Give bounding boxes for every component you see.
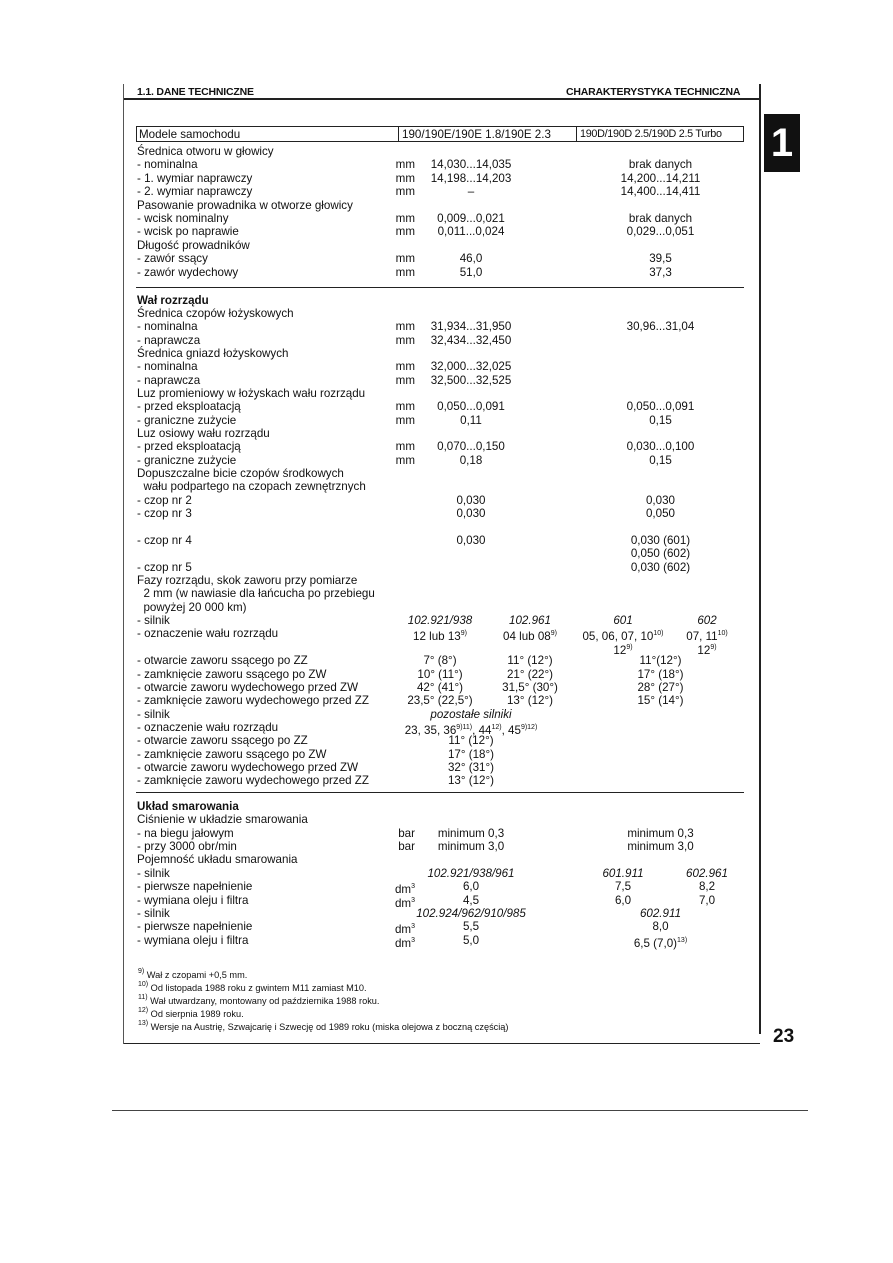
row-label: - nominalna xyxy=(137,320,198,333)
table-row xyxy=(137,867,742,880)
row-label: - pierwsze napełnienie xyxy=(137,880,253,893)
value-diesel: 28° (27°) xyxy=(637,681,684,694)
row-label: - przy 3000 obr/min xyxy=(137,840,237,853)
row-label: - oznaczenie wału rozrządu xyxy=(137,627,279,640)
page-bottom-rule xyxy=(112,1110,808,1111)
value-diesel: brak danych xyxy=(628,212,693,225)
table-row xyxy=(137,387,742,400)
value-petrol: – xyxy=(467,185,475,198)
value-diesel: 602.911 xyxy=(639,907,682,920)
row-label: - 2. wymiar naprawczy xyxy=(137,185,253,198)
chapter-tab: 1 xyxy=(764,114,800,172)
table-row xyxy=(137,334,742,347)
row-label: - wcisk po naprawie xyxy=(137,225,239,238)
value-petrol: minimum 0,3 xyxy=(437,827,505,840)
row-label: Długość prowadników xyxy=(137,239,250,252)
value-diesel-a: 7,5 xyxy=(614,880,632,893)
row-label: - czop nr 2 xyxy=(137,494,192,507)
column-header-models: Modele samochodu xyxy=(139,128,241,141)
value-petrol-a: 102.921/938 xyxy=(407,614,473,627)
row-label: - zamknięcie zaworu ssącego po ZW xyxy=(137,668,327,681)
value-petrol: 0,050...0,091 xyxy=(437,400,505,413)
table-row xyxy=(137,320,742,333)
row-unit: $dm^3$ xyxy=(394,923,415,936)
row-label: Średnica gniazd łożyskowych xyxy=(137,347,289,360)
row-label: Wał rozrządu xyxy=(137,294,209,307)
row-label: - zamknięcie zaworu wydechowego przed ZZ xyxy=(137,774,369,787)
footer-rule xyxy=(124,1043,760,1044)
table-header-border xyxy=(743,126,744,142)
row-unit: mm xyxy=(395,158,415,171)
row-unit: $dm^3$ xyxy=(394,897,415,910)
table-row xyxy=(137,561,742,574)
right-margin-rule xyxy=(759,84,761,1034)
value-diesel: brak danych xyxy=(628,158,693,171)
row-label: - czop nr 4 xyxy=(137,534,192,547)
footnote-text: Wał z czopami +0,5 mm. xyxy=(144,970,248,980)
table-row xyxy=(137,708,742,721)
value-diesel: 37,3 xyxy=(649,266,672,279)
value-petrol: 0,030 xyxy=(456,507,486,520)
row-label: Średnica czopów łożyskowych xyxy=(137,307,294,320)
table-row xyxy=(137,587,742,600)
value-petrol: 0,011...0,024 xyxy=(437,225,505,238)
row-unit: mm xyxy=(395,185,415,198)
row-unit: mm xyxy=(395,440,415,453)
value-petrol-a: 7° (8°) xyxy=(423,654,457,667)
table-row xyxy=(137,800,742,813)
row-label: powyżej 20 000 km) xyxy=(137,601,247,614)
value-petrol: 0,009...0,021 xyxy=(437,212,505,225)
value-petrol: 5,0 xyxy=(462,934,480,947)
table-row xyxy=(137,427,742,440)
value-diesel: 6,5 $(7,0)^{13)}$ xyxy=(633,937,688,950)
value-petrol-a: 10° (11°) xyxy=(417,668,463,681)
table-row xyxy=(137,239,742,252)
row-label: - zawór ssący xyxy=(137,252,208,265)
column-header-petrol: 190/190E/190E 1.8/190E 2.3 xyxy=(402,128,551,141)
value-petrol: 31,934...31,950 xyxy=(430,320,512,333)
row-unit: mm xyxy=(395,266,415,279)
row-label: - nominalna xyxy=(137,360,198,373)
value-petrol: 32° (31°) xyxy=(447,761,494,774)
row-label: Układ smarowania xyxy=(137,800,239,813)
row-label: - graniczne zużycie xyxy=(137,414,237,427)
table-row xyxy=(137,347,742,360)
value-petrol-b: 21° (22°) xyxy=(506,668,553,681)
value-petrol: 0,030 xyxy=(456,534,486,547)
row-unit: $dm^3$ xyxy=(394,937,415,950)
row-label: - nominalna xyxy=(137,158,198,171)
value-petrol: 32,434...32,450 xyxy=(430,334,512,347)
table-header-rule xyxy=(136,141,744,142)
table-row xyxy=(137,294,742,307)
value-petrol: 14,030...14,035 xyxy=(430,158,512,171)
row-label: Luz promieniowy w łożyskach wału rozrządu xyxy=(137,387,366,400)
value-petrol: 0,18 xyxy=(459,454,483,467)
value-petrol: 6,0 xyxy=(462,880,480,893)
table-row xyxy=(137,307,742,320)
row-label: Luz osiowy wału rozrządu xyxy=(137,427,270,440)
row-label: - oznaczenie wału rozrządu xyxy=(137,721,279,734)
table-row xyxy=(137,894,742,910)
footnote-marker: 11) xyxy=(138,994,148,1001)
table-row xyxy=(137,813,742,826)
row-label: - silnik xyxy=(137,867,170,880)
value-petrol: 0,030 xyxy=(456,494,486,507)
table-row xyxy=(137,440,742,453)
row-unit: mm xyxy=(395,225,415,238)
value-petrol: pozostałe silniki xyxy=(430,708,512,721)
row-unit: bar xyxy=(398,840,415,853)
value-petrol-b: 31,5° (30°) xyxy=(502,681,558,694)
value-diesel-a: 601 xyxy=(613,614,633,627)
value-diesel-b: 7,0 xyxy=(698,894,716,907)
row-label: - otwarcie zaworu wydechowego przed ZW xyxy=(137,761,359,774)
table-row xyxy=(137,654,742,667)
row-label: Dopuszczalne bicie czopów środkowych xyxy=(137,467,344,480)
table-row xyxy=(137,185,742,198)
value-diesel: 39,5 xyxy=(649,252,672,265)
row-label: - 1. wymiar naprawczy xyxy=(137,172,253,185)
value-petrol: 102.921/938/961 xyxy=(427,867,515,880)
value-petrol: 23, 35, $36^{9)11)}$, 44$^{12)}$, $45^{9)12)}$ xyxy=(404,724,538,737)
value-diesel: 0,030 xyxy=(645,494,675,507)
table-row xyxy=(137,158,742,171)
row-label: Pasowanie prowadnika w otworze głowicy xyxy=(137,199,353,212)
row-label: - czop nr 3 xyxy=(137,507,192,520)
value-petrol: 14,198...14,203 xyxy=(430,172,512,185)
row-label: - wymiana oleju i filtra xyxy=(137,894,249,907)
table-row xyxy=(137,172,742,185)
row-unit: $dm^3$ xyxy=(394,883,415,896)
chapter-title: CHARAKTERYSTYKA TECHNICZNA xyxy=(566,86,741,98)
row-label: - pierwsze napełnienie xyxy=(137,920,253,933)
value-diesel-a: 601.911 xyxy=(602,867,644,880)
value-diesel: minimum 0,3 xyxy=(627,827,694,840)
table-row xyxy=(137,920,742,936)
column-header-diesel: 190D/190D 2.5/190D 2.5 Turbo xyxy=(580,128,722,140)
value-petrol: 0,11 xyxy=(460,414,482,427)
row-label: - przed eksploatacją xyxy=(137,400,241,413)
value-petrol: 51,0 xyxy=(459,266,483,279)
table-row xyxy=(137,199,742,212)
table-row xyxy=(137,627,742,643)
footnote-marker: 10) xyxy=(138,981,149,988)
row-label: - zamknięcie zaworu ssącego po ZW xyxy=(137,748,327,761)
value-petrol-b: 04 lub 08$^{9)}$ xyxy=(503,630,557,643)
row-label: - czop nr 5 xyxy=(137,561,192,574)
table-row xyxy=(137,374,742,387)
header-rule xyxy=(124,98,760,100)
left-margin-rule xyxy=(123,84,124,1044)
row-unit: mm xyxy=(395,414,415,427)
value-diesel: 11°(12°) xyxy=(639,654,682,667)
table-row xyxy=(137,467,742,480)
value-petrol: 11° (12°) xyxy=(448,734,494,747)
table-row xyxy=(137,934,742,950)
footnote-text: Wał utwardzany, montowany od października 1988 roku. xyxy=(147,996,380,1006)
table-header-border xyxy=(398,126,399,142)
footnote-text: Od sierpnia 1989 roku. xyxy=(148,1009,244,1019)
value-diesel: 0,030 (602) xyxy=(630,561,691,574)
value-diesel-a: 6,0 xyxy=(614,894,632,907)
row-label: Średnica otworu w głowicy xyxy=(137,145,274,158)
table-row xyxy=(137,225,742,238)
value-petrol: 32,000...32,025 xyxy=(430,360,512,373)
row-unit: mm xyxy=(395,212,415,225)
value-diesel: 14,200...14,211 xyxy=(620,172,701,185)
value-diesel-a: 12$^{9)}$ xyxy=(613,644,633,657)
row-unit: mm xyxy=(395,172,415,185)
value-diesel: 0,050 xyxy=(645,507,675,520)
row-label: - wcisk nominalny xyxy=(137,212,229,225)
table-row xyxy=(137,252,742,265)
footnote-text: Wersje na Austrię, Szwajcarię i Szwecję od 1989 roku (miska olejowa z boczną częścią) xyxy=(148,1022,509,1032)
table-row xyxy=(137,454,742,467)
table-row xyxy=(137,694,742,707)
table-row xyxy=(137,880,742,896)
footnote-marker: 9) xyxy=(138,968,145,975)
row-label: - wymiana oleju i filtra xyxy=(137,934,249,947)
row-label: - silnik xyxy=(137,708,170,721)
table-row xyxy=(137,414,742,427)
value-diesel: 17° (18°) xyxy=(637,668,684,681)
table-header-border xyxy=(576,126,577,142)
value-diesel: 30,96...31,04 xyxy=(626,320,695,333)
value-petrol: 0,070...0,150 xyxy=(437,440,505,453)
row-unit: mm xyxy=(395,334,415,347)
table-row xyxy=(137,494,742,507)
row-label: wału podpartego na czopach zewnętrznych xyxy=(137,480,366,493)
table-row xyxy=(137,721,742,737)
row-label: 2 mm (w nawiasie dla łańcucha po przebiegu xyxy=(137,587,375,600)
footnote-marker: 12) xyxy=(138,1007,149,1014)
table-row xyxy=(137,748,742,761)
table-row xyxy=(137,681,742,694)
value-diesel: 0,050 (602) xyxy=(630,547,691,560)
row-label: - silnik xyxy=(137,907,170,920)
value-petrol-b: 13° (12°) xyxy=(506,694,553,707)
value-petrol-a: 23,5° (22,5°) xyxy=(407,694,473,707)
row-unit: mm xyxy=(395,320,415,333)
value-petrol: 102.924/962/910/985 xyxy=(416,907,526,920)
row-label: - otwarcie zaworu ssącego po ZZ xyxy=(137,654,308,667)
value-diesel: 14,400...14,411 xyxy=(620,185,701,198)
row-label: - na biegu jałowym xyxy=(137,827,234,840)
table-row xyxy=(137,840,742,853)
row-label: - zamknięcie zaworu wydechowego przed ZZ xyxy=(137,694,369,707)
value-petrol-b: 102.961 xyxy=(509,614,551,627)
table-row xyxy=(137,534,742,547)
value-petrol-b: 11° (12°) xyxy=(507,654,553,667)
value-diesel: 0,029...0,051 xyxy=(626,225,695,238)
value-petrol: minimum 3,0 xyxy=(437,840,505,853)
row-unit: mm xyxy=(395,360,415,373)
value-diesel: 0,15 xyxy=(649,414,672,427)
value-petrol: 5,5 xyxy=(462,920,480,933)
row-label: Ciśnienie w układzie smarowania xyxy=(137,813,308,826)
table-row xyxy=(137,480,742,493)
value-diesel-b: 12$^{9)}$ xyxy=(697,644,717,657)
table-row xyxy=(137,507,742,520)
page-number: 23 xyxy=(773,1026,795,1047)
value-petrol-a: 42° (41°) xyxy=(416,681,463,694)
row-unit: mm xyxy=(395,252,415,265)
table-row xyxy=(137,907,742,920)
value-diesel: 15° (14°) xyxy=(637,694,684,707)
footnote-marker: 13) xyxy=(138,1020,149,1027)
table-row xyxy=(137,614,742,627)
row-label: - zawór wydechowy xyxy=(137,266,239,279)
row-label: - silnik xyxy=(137,614,170,627)
table-row xyxy=(137,761,742,774)
row-label: Pojemność układu smarowania xyxy=(137,853,298,866)
value-diesel-b: 07, 11$^{10)}$ xyxy=(686,630,728,643)
section-divider xyxy=(136,287,744,288)
row-label: - naprawcza xyxy=(137,374,201,387)
table-row xyxy=(137,360,742,373)
value-petrol: 4,5 xyxy=(462,894,480,907)
table-row xyxy=(137,827,742,840)
table-row xyxy=(137,266,742,279)
value-diesel-b: 602 xyxy=(697,614,717,627)
value-petrol: 46,0 xyxy=(459,252,483,265)
table-row xyxy=(137,734,742,747)
table-row xyxy=(137,400,742,413)
table-header-border xyxy=(136,126,137,142)
table-row xyxy=(137,145,742,158)
row-label: - otwarcie zaworu wydechowego przed ZW xyxy=(137,681,359,694)
row-label: - graniczne zużycie xyxy=(137,454,237,467)
value-diesel: 0,15 xyxy=(649,454,672,467)
value-petrol-a: 12 lub 13$^{9)}$ xyxy=(413,630,467,643)
section-title: 1.1. DANE TECHNICZNE xyxy=(137,86,254,98)
footnote-text: Od listopada 1988 roku z gwintem M11 zamiast M10. xyxy=(148,983,367,993)
value-diesel-a: 05, 06, 07, 10$^{10)}$ xyxy=(582,630,664,643)
table-row xyxy=(137,212,742,225)
value-petrol: 32,500...32,525 xyxy=(430,374,512,387)
table-row xyxy=(137,641,742,657)
value-diesel-b: 602.961 xyxy=(686,867,728,880)
row-unit: mm xyxy=(395,454,415,467)
value-diesel-b: 8,2 xyxy=(698,880,716,893)
row-label: Fazy rozrządu, skok zaworu przy pomiarze xyxy=(137,574,358,587)
row-unit: mm xyxy=(395,374,415,387)
table-row xyxy=(137,774,742,787)
row-label: - otwarcie zaworu ssącego po ZZ xyxy=(137,734,308,747)
table-row xyxy=(137,601,742,614)
row-label: - naprawcza xyxy=(137,334,201,347)
value-petrol: 17° (18°) xyxy=(447,748,494,761)
table-row xyxy=(137,547,742,560)
value-diesel: minimum 3,0 xyxy=(627,840,694,853)
value-diesel: 0,030 (601) xyxy=(630,534,691,547)
value-petrol: 13° (12°) xyxy=(447,774,494,787)
footnote xyxy=(138,1018,508,1034)
table-top-rule xyxy=(136,126,744,127)
value-diesel: 0,030...0,100 xyxy=(626,440,695,453)
table-row xyxy=(137,853,742,866)
value-diesel: 8,0 xyxy=(652,920,669,933)
row-unit: bar xyxy=(398,827,415,840)
table-row xyxy=(137,668,742,681)
table-row xyxy=(137,574,742,587)
section-divider xyxy=(136,792,744,793)
row-unit: mm xyxy=(395,400,415,413)
value-diesel: 0,050...0,091 xyxy=(626,400,695,413)
row-label: - przed eksploatacją xyxy=(137,440,241,453)
